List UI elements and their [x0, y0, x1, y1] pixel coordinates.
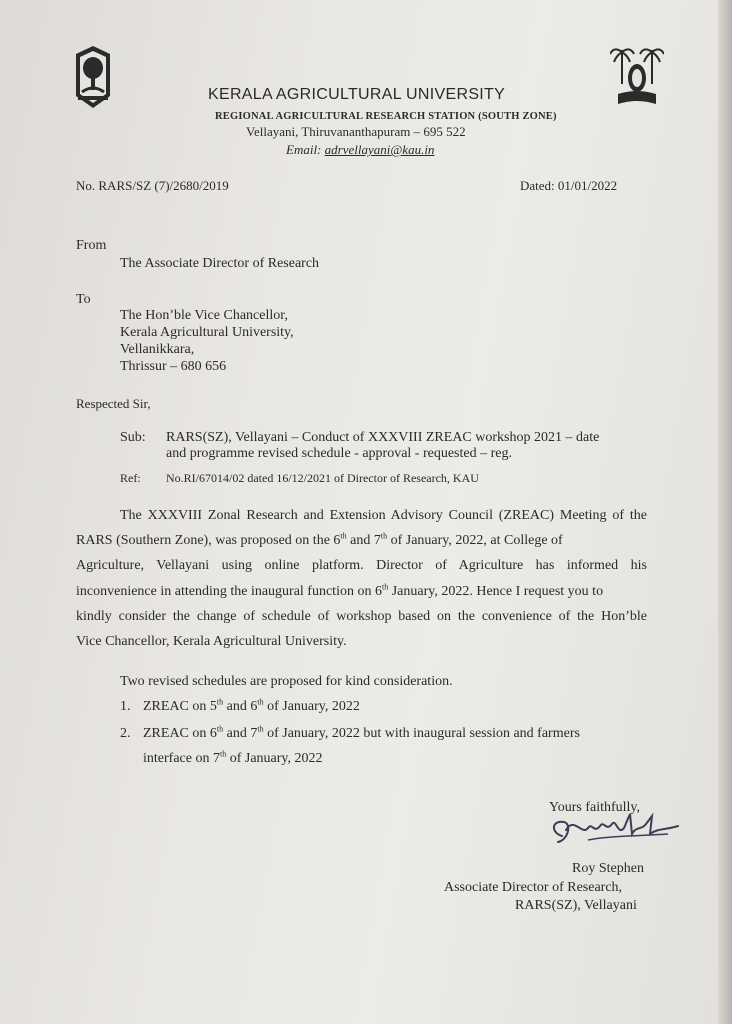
body-line: The XXXVIII Zonal Research and Extension Advisory Council (ZREAC) Meeting of the [120, 508, 647, 523]
body-text: RARS (Southern Zone), was proposed on the 6th and 7th of January, 2022, at College of [76, 531, 563, 548]
station-email [286, 142, 434, 158]
body-line: Vice Chancellor, Kerala Agricultural University. [76, 634, 347, 649]
body-line: inconvenience in attending the inaugural function on 6th January, 2022. Hence I request you to [76, 582, 604, 599]
to-line: Thrissur – 680 656 [120, 359, 227, 374]
schedule-item-1: ZREAC on 5th and 6th of January, 2022 [143, 697, 360, 714]
subject-label: Sub: [120, 430, 146, 445]
from-label: From [76, 238, 107, 253]
to-line: Vellanikkara, [120, 342, 195, 357]
to-label: To [76, 292, 91, 307]
body-line: Agriculture, Vellayani using online platform. Director of Agriculture has informed his [76, 558, 647, 573]
body-line [76, 533, 647, 549]
body-line: kindly consider the change of schedule of workshop based on the convenience of the Hon’ble [76, 609, 647, 624]
from-name: The Associate Director of Research [120, 256, 320, 271]
university-name: KERALA AGRICULTURAL UNIVERSITY [208, 86, 506, 103]
reference-label: Ref: [120, 471, 141, 485]
signatory-name: Roy Stephen [572, 861, 644, 876]
valediction: Yours faithfully, [549, 800, 641, 815]
subject-line-2: and programme revised schedule - approval - requested – reg. [166, 446, 512, 461]
schedule-item-2-cont: interface on 7th of January, 2022 [143, 749, 323, 766]
signature-image [548, 806, 684, 848]
paper-edge [718, 0, 732, 1024]
signatory-office: RARS(SZ), Vellayani [515, 898, 637, 913]
letter-date: Dated: 01/01/2022 [520, 178, 618, 193]
station-address: Vellayani, Thiruvananthapuram – 695 522 [246, 124, 466, 139]
kau-emblem-logo [70, 44, 116, 110]
station-name: REGIONAL AGRICULTURAL RESEARCH STATION (SOUTH ZONE) [215, 111, 557, 122]
palm-tree-emblem-logo [610, 44, 664, 110]
schedule-item-2: ZREAC on 6th and 7th of January, 2022 but with inaugural session and farmers [143, 724, 580, 741]
schedules-intro: Two revised schedules are proposed for kind consideration. [120, 674, 453, 689]
schedule-item-number: 1. [120, 699, 131, 714]
email-label: Email: [286, 142, 322, 157]
reference-text: No.RI/67014/02 dated 16/12/2021 of Director of Research, KAU [166, 471, 479, 485]
to-line: Kerala Agricultural University, [120, 325, 294, 340]
to-line: The Hon’ble Vice Chancellor, [120, 308, 288, 323]
signatory-designation: Associate Director of Research, [444, 880, 623, 895]
subject-line-1: RARS(SZ), Vellayani – Conduct of XXXVIII ZREAC workshop 2021 – date [166, 430, 600, 445]
salutation: Respected Sir, [76, 396, 151, 411]
email-address[interactable]: adrvellayani@kau.in [324, 142, 435, 157]
schedule-item-number: 2. [120, 726, 131, 741]
reference-number: No. RARS/SZ (7)/2680/2019 [76, 178, 229, 193]
